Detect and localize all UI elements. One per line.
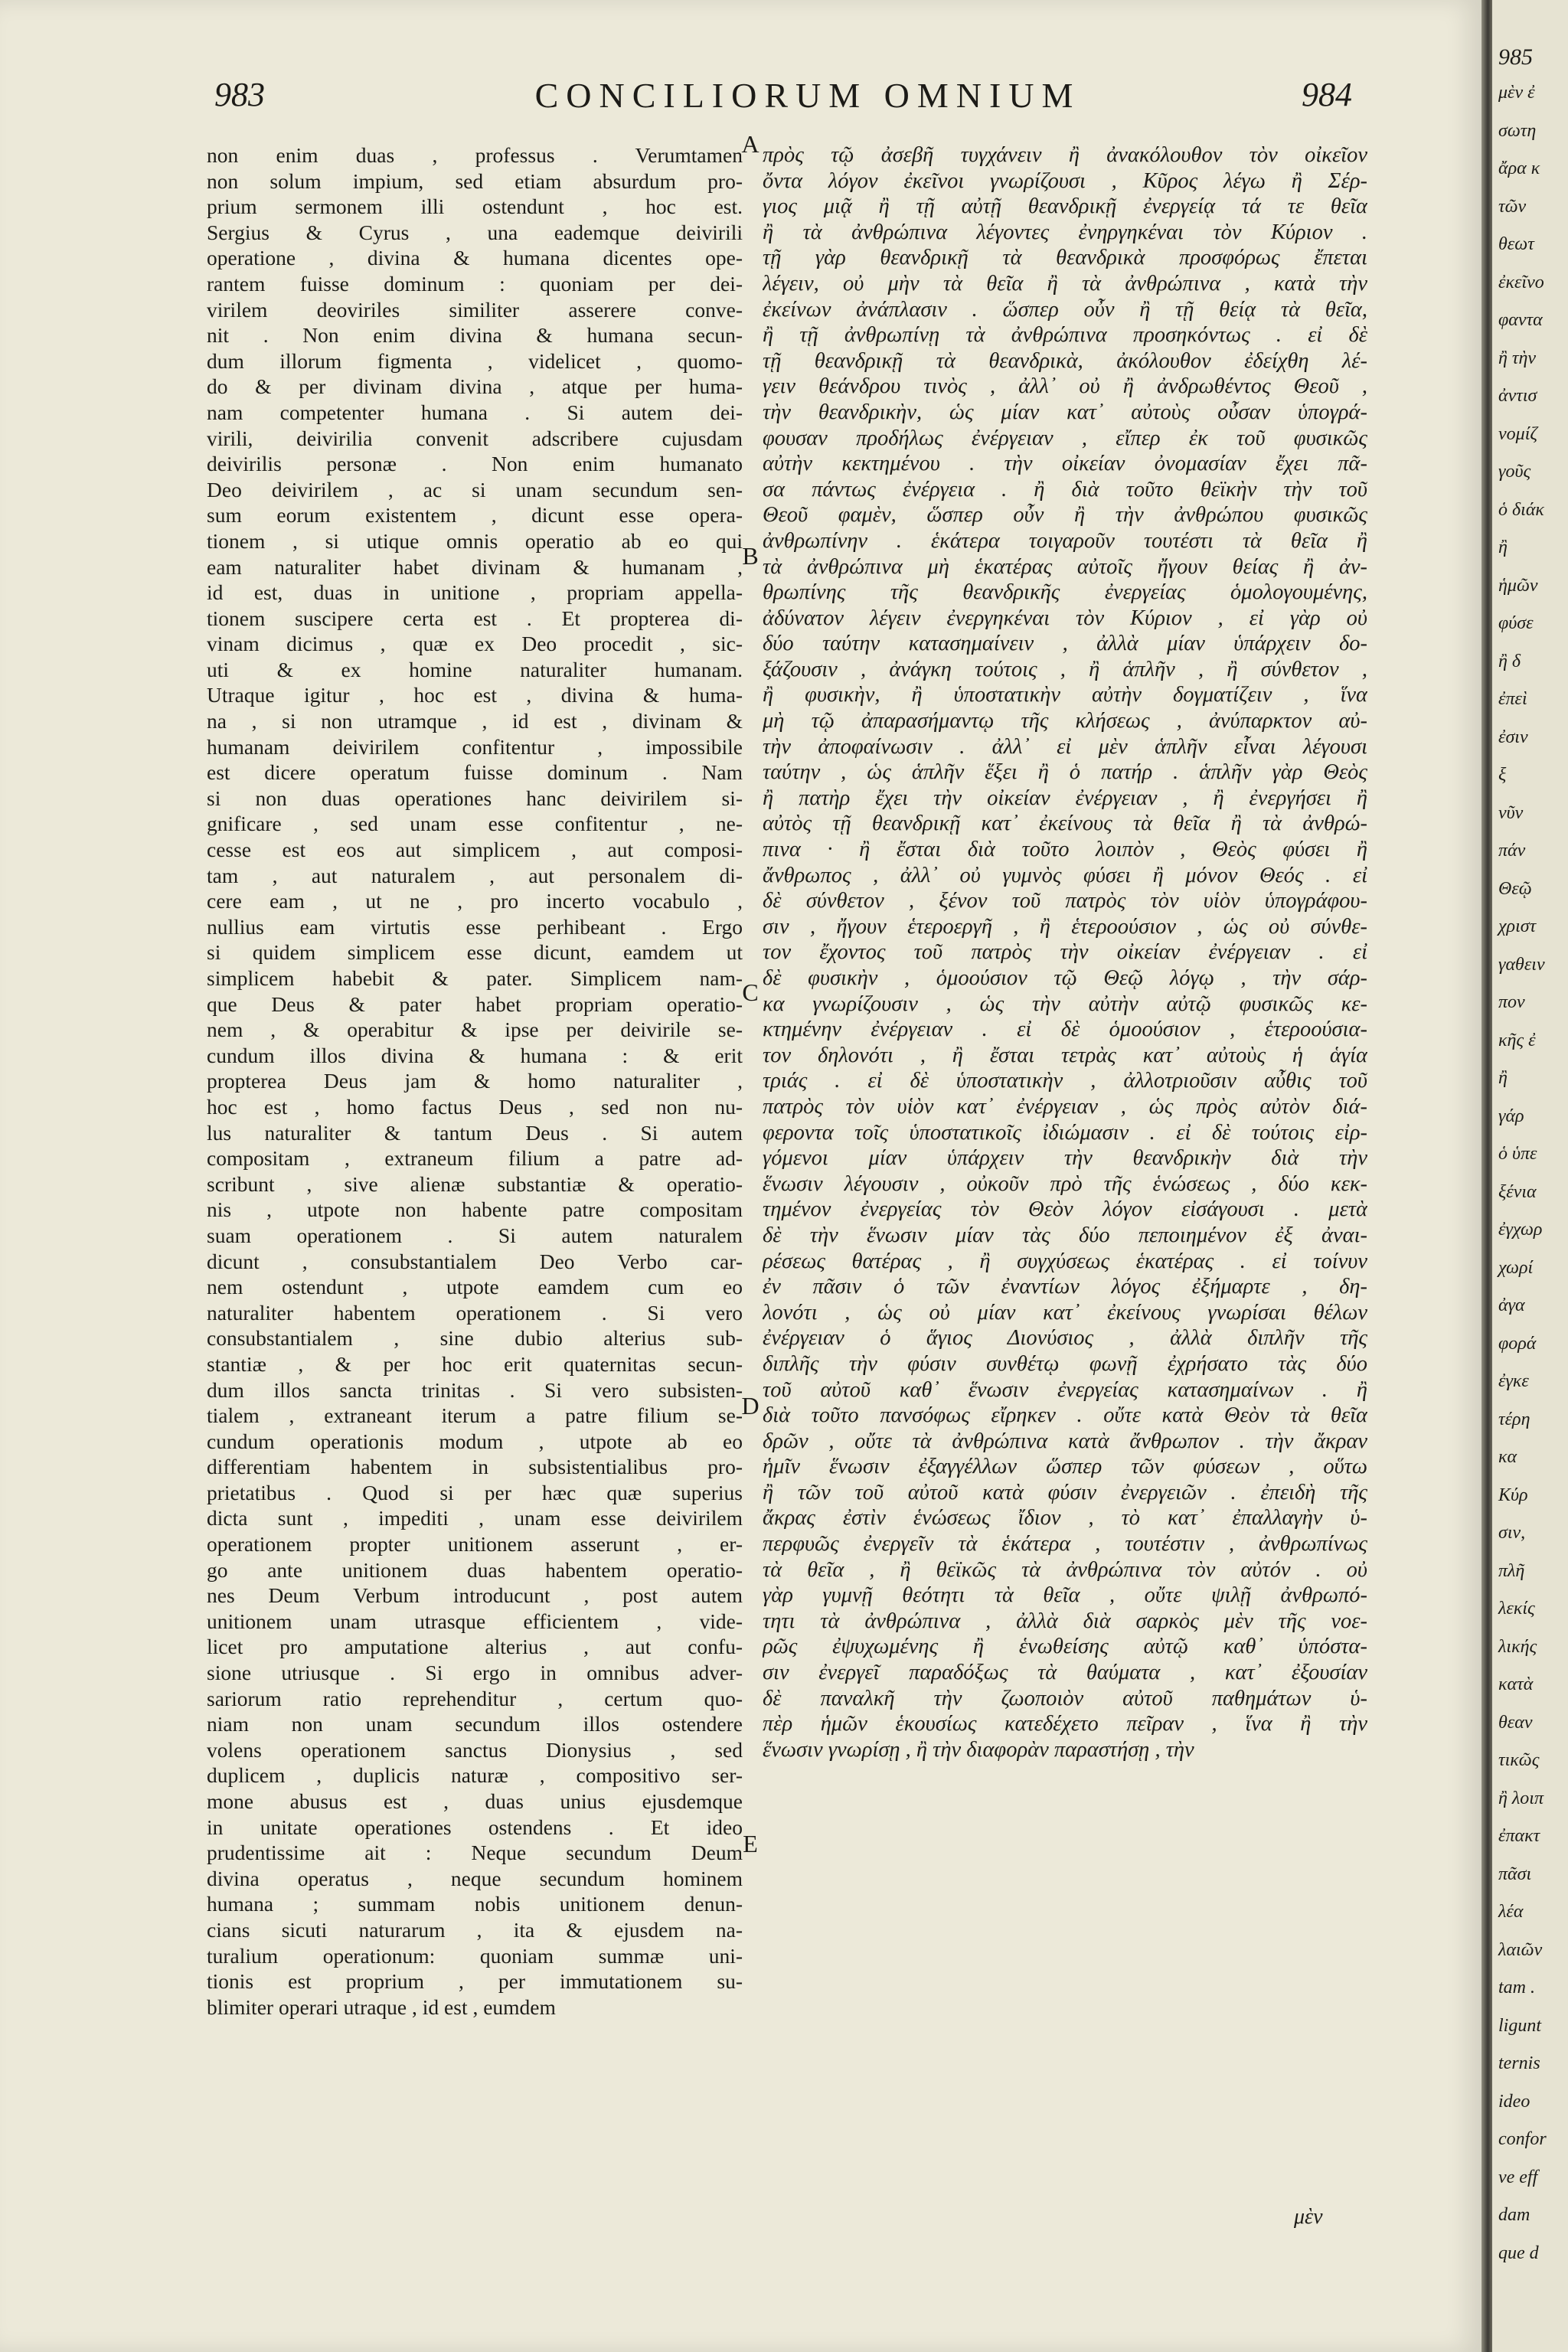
page-number-left: 983 <box>214 76 265 113</box>
latin-text-line: turalium operationum: quoniam summæ uni- <box>207 1943 743 1968</box>
latin-text-line: tionem suscipere certa est . Et propterea di- <box>207 606 743 630</box>
catchword: μὲν <box>1294 2205 1323 2229</box>
greek-text-line: τῇ γὰρ θεανδρικῇ τὰ θεανδρικὰ προσφόρως ἔπεται <box>763 246 1367 270</box>
latin-text-line: divina operatus , neque secundum hominem <box>207 1866 743 1890</box>
next-page-fragment: Κύρ <box>1498 1485 1528 1505</box>
greek-text-line: διπλῆς τὴν φύσιν συνθέτῳ φωνῇ ἐχρήσατο τὰς δύο <box>763 1351 1367 1376</box>
next-page-fragment: tam . <box>1498 1978 1535 1998</box>
latin-text-line: stantiæ , & per hoc erit quaternitas secun- <box>207 1351 743 1376</box>
next-page-fragment: φαντα <box>1498 310 1543 330</box>
latin-text-line: nam competenter humana . Si autem dei- <box>207 400 743 424</box>
latin-text-line: si quidem simplicem esse dicunt, eamdem ut <box>207 940 743 965</box>
next-page-fragment: κα <box>1498 1447 1517 1467</box>
greek-text-line: ἀδύνατον λέγειν ἐνεργηκέναι τὸν Κύριον , εἰ γὰρ οὐ <box>763 606 1367 630</box>
next-page-fragment: ξ <box>1498 765 1507 785</box>
next-page-fragment: νομίζ <box>1498 423 1538 444</box>
greek-text-line: λονότι , ὡς οὐ μίαν κατ᾽ ἐκείνους γνωρίσαι θέλων <box>763 1300 1367 1325</box>
latin-text-line: sione utriusque . Si ergo in omnibus adver- <box>207 1661 743 1685</box>
latin-text-line: simplicem habebit & pater. Simplicem nam- <box>207 966 743 990</box>
greek-text-line: τὴν ἀποφαίνωσιν . ἀλλ᾽ εἰ μὲν ἁπλῆν εἶναι λέγουσι <box>763 734 1367 759</box>
greek-text-line: αὐτὴν κεκτημένου . τὴν οἰκείαν ὀνομασίαν ἔχει πᾶ- <box>763 452 1367 476</box>
greek-text-line: ρῶς ἐψυχωμένης ἢ ἑνωθείσης αὐτῷ καθ᾽ ὑπόστα- <box>763 1635 1367 1659</box>
next-page-fragment: σωτη <box>1498 120 1537 141</box>
latin-text-line: prium sermonem illi ostendunt , hoc est. <box>207 194 743 219</box>
section-letter-a: A <box>741 130 760 158</box>
greek-text-line: ἐν πᾶσιν ὁ τῶν ἐναντίων λόγος ἐξήμαρτε , δη- <box>763 1275 1367 1299</box>
next-page-fragment: τικῶς <box>1498 1750 1540 1770</box>
greek-text-line: μὴ τῷ ἀπαρασήμαντῳ τῆς κλήσεως , ἀνύπαρκτον αὐ- <box>763 709 1367 733</box>
latin-text-line: niam non unam secundum illos ostendere <box>207 1712 743 1736</box>
next-page-fragment: que d <box>1498 2243 1539 2263</box>
next-page-fragment: φύσε <box>1498 613 1534 633</box>
greek-text-line: σα πάντως ἐνέργεια . ἢ διὰ τοῦτο θεϊκὴν τὴν τοῦ <box>763 477 1367 501</box>
next-page-fragment: ὁ ὑπε <box>1498 1144 1537 1164</box>
latin-text-line: deivirilis personæ . Non enim humanato <box>207 452 743 476</box>
latin-text-line: tionis est proprium , per immutationem su- <box>207 1969 743 1994</box>
next-page-fragment: ὁ διάκ <box>1498 499 1544 520</box>
greek-text-line: ξάζουσιν , ἀνάγκη τούτοις , ἢ ἁπλῆν , ἢ σύνθετον , <box>763 657 1367 681</box>
next-page-fragment: ideo <box>1498 2091 1530 2112</box>
greek-text-line: δύο ταύτην κατασημαίνειν , ἀλλὰ μίαν ὑπάρχειν δο- <box>763 632 1367 656</box>
greek-text-line: τον δηλονότι , ἢ ἔσται τετρὰς κατ᾽ αὐτοὺς ἡ ἁγία <box>763 1043 1367 1067</box>
latin-text-line: est dicere operatum fuisse dominum . Nam <box>207 760 743 785</box>
latin-text-line: blimiter operari utraque , id est , eumdem <box>207 1994 556 2019</box>
running-title: CONCILIORUM OMNIUM <box>534 76 1081 115</box>
greek-text-line: θρωπίνης τῆς θεανδρικῆς ἐνεργείας ὁμολογουμένης, <box>763 580 1367 605</box>
next-page-fragment: ἀγα <box>1498 1295 1525 1315</box>
section-letter-c: C <box>742 978 759 1006</box>
greek-text-line: ὄντα λόγον ἐκεῖνοι γνωρίζουσι , Κῦρος λέγω ἢ Σέρ- <box>763 168 1367 193</box>
greek-text-line: ἀνθρωπίνην . ἑκάτερα τοιγαροῦν τουτέστι τὰ θεῖα ἢ <box>763 528 1367 553</box>
greek-text-line: γὰρ γυμνῇ θεότητι τὰ θεῖα , οὔτε ψιλῇ ἀνθρωπό- <box>763 1583 1367 1608</box>
greek-text-line: τριάς . εἰ δὲ ὑποστατικὴν , ἀλλοτριοῦσιν αὖθις τοῦ <box>763 1069 1367 1093</box>
next-page-fragment: ἢ <box>1498 1068 1508 1088</box>
latin-text-line: naturaliter habentem operationem . Si vero <box>207 1300 743 1325</box>
latin-text-line: uti & ex homine naturaliter humanam. <box>207 657 743 681</box>
next-page-fragment: τέρη <box>1498 1409 1530 1429</box>
latin-text-line: sum eorum existentem , dicunt esse opera- <box>207 503 743 528</box>
latin-text-line: dicta sunt , impediti , unam esse deivirilem <box>207 1506 743 1530</box>
latin-text-line: nit . Non enim divina & humana secun- <box>207 323 743 348</box>
latin-text-line: si non duas operationes hanc deivirilem si- <box>207 786 743 810</box>
latin-text-line: dicunt , consubstantialem Deo Verbo car- <box>207 1249 743 1273</box>
latin-text-line: mone abusus est , duas unius ejusdemque <box>207 1789 743 1813</box>
latin-text-line: operationem propter unitionem asserunt , er- <box>207 1532 743 1557</box>
next-page-fragment: πᾶσι <box>1498 1864 1532 1884</box>
next-page-fragment: κῆς ἐ <box>1498 1030 1536 1050</box>
next-page-fragment: ἢ λοιπ <box>1498 1788 1544 1808</box>
next-page-fragment: θεωτ <box>1498 234 1534 254</box>
greek-text-line: ἐκείνων ἀνάπλασιν . ὥσπερ οὖν ἢ τῇ θείᾳ τὰ θεῖα, <box>763 297 1367 322</box>
next-page-fragment: λαιῶν <box>1498 1939 1543 1960</box>
latin-text-line: cians sicuti naturarum , ita & ejusdem na- <box>207 1917 743 1942</box>
greek-text-line: πινα · ἢ ἔσται διὰ τοῦτο λοιπὸν , Θεὸς φύσει ἢ <box>763 838 1367 862</box>
next-page-fragment: γάρ <box>1498 1106 1524 1126</box>
next-page-fragment: γαθειν <box>1498 954 1545 975</box>
next-page-fragment: ἢ <box>1498 537 1508 557</box>
greek-text-line: ρέσεως θατέρας , ἢ συγχύσεως ἑκατέρας . εἰ τοίνυν <box>763 1249 1367 1273</box>
section-letter-e: E <box>743 1830 758 1857</box>
greek-text-line: σιν , ἤγουν ἑτεροεργῆ , ἢ ἑτεροούσιον , ὡς οὐ σύνθε- <box>763 914 1367 939</box>
greek-text-line: γόμενοι μίαν ὑπάρχειν τὴν θεανδρικὴν διὰ τὴν <box>763 1146 1367 1171</box>
latin-text-line: dum illorum figmenta , videlicet , quomo- <box>207 348 743 373</box>
greek-text-line: δὲ σύνθετον , ξένον τοῦ πατρὸς τὸν υἱὸν ὑπογράφου- <box>763 889 1367 913</box>
greek-text-line: ἢ τὰ ἀνθρώπινα λέγοντες ἐνηργηκέναι τὸν Κύριον . <box>763 220 1367 244</box>
next-page-fragment: χριστ <box>1498 916 1537 936</box>
greek-text-line: γιος μιᾷ ἢ τῇ αὐτῇ θεανδρικῇ ἐνεργείᾳ τά τε θεῖα <box>763 194 1367 219</box>
latin-text-line: scribunt , sive alienæ substantiæ & operatio- <box>207 1171 743 1196</box>
latin-text-line: consubstantialem , sine dubio alterius sub- <box>207 1326 743 1351</box>
greek-text-line: κα γνωρίζουσιν , ὡς τὴν αὐτὴν αὐτῷ φυσικῶς κε- <box>763 991 1367 1016</box>
latin-text-line: id est, duas in unitione , propriam appella- <box>207 580 743 605</box>
greek-text-line: τὰ θεῖα , ἢ θεϊκῶς τὰ ἀνθρώπινα τὸν αὐτόν . οὐ <box>763 1557 1367 1582</box>
greek-text-line: σιν ἐνεργεῖ παραδόξως τὰ θαύματα , κατ᾽ ἐξουσίαν <box>763 1661 1367 1685</box>
greek-text-line: ἄκρας ἐστὶν ἑνώσεως ἴδιον , τὸ κατ᾽ ἐπαλλαγὴν ὑ- <box>763 1506 1367 1530</box>
greek-text-line: τὴν θεανδρικὴν, ὡς μίαν κατ᾽ αὐτοὺς οὖσαν ὑπογρά- <box>763 400 1367 424</box>
section-letter-b: B <box>742 542 759 570</box>
latin-text-line: que Deus & pater habet propriam operatio- <box>207 991 743 1016</box>
next-page-fragment: θεαν <box>1498 1712 1533 1733</box>
latin-text-line: cundum illos divina & humana : & erit <box>207 1043 743 1067</box>
next-page-fragment: λεκίς <box>1498 1599 1535 1619</box>
next-page-fragment: ἐγκε <box>1498 1371 1529 1391</box>
latin-text-line: sariorum ratio reprehenditur , certum quo- <box>207 1686 743 1710</box>
latin-text-line: cesse est eos aut simplicem , aut composi- <box>207 838 743 862</box>
latin-text-line: go ante unitionem duas habentem operatio- <box>207 1557 743 1582</box>
latin-text-line: prudentissime ait : Neque secundum Deum <box>207 1841 743 1865</box>
next-page-fragment: ἐπεὶ <box>1498 689 1527 709</box>
next-page-fragment: ἐπακτ <box>1498 1826 1540 1846</box>
latin-text-line: humanam deivirilem confitentur , impossibile <box>207 734 743 759</box>
greek-text-line: πρὸς τῷ ἀσεβῆ τυγχάνειν ἢ ἀνακόλουθον τὸν οἰκεῖον <box>763 143 1367 167</box>
latin-text-line: differentiam habentem in subsistentialibus pro- <box>207 1455 743 1479</box>
latin-text-line: dum illos sancta trinitas . Si vero subsisten- <box>207 1377 743 1402</box>
greek-text-line: δὲ παναλκῆ τὴν ζωοποιὸν αὐτοῦ παθημάτων ὑ- <box>763 1686 1367 1710</box>
latin-text-line: compositam , extraneum filium a patre ad- <box>207 1146 743 1171</box>
next-page-number: 985 <box>1498 44 1533 70</box>
greek-text-line: ἢ τῶν τοῦ αὐτοῦ κατὰ φύσιν ἐνεργειῶν . ἐπειδὴ τῆς <box>763 1480 1367 1504</box>
latin-text-line: nullius eam virtutis esse perhibeant . Ergo <box>207 914 743 939</box>
next-page-fragment: ἐκεῖνο <box>1498 272 1544 292</box>
latin-text-line: nes Deum Verbum introducunt , post autem <box>207 1583 743 1608</box>
page-number-right: 984 <box>1302 76 1352 113</box>
greek-text-line: διὰ τοῦτο πανσόφως εἴρηκεν . οὔτε κατὰ Θεὸν τὰ θεῖα <box>763 1403 1367 1428</box>
greek-text-line: τον ἔχοντος τοῦ πατρὸς τὴν οἰκείαν ἐνέργειαν . εἰ <box>763 940 1367 965</box>
next-page-fragment: σιν, <box>1498 1523 1526 1543</box>
next-page-fragment: χωρί <box>1498 1257 1534 1278</box>
greek-text-line: φεροντα τοῖς ὑποστατικοῖς ἰδιώμασιν . εἰ δὲ τούτοις εἰρ- <box>763 1120 1367 1145</box>
greek-text-line: τῇ θεανδρικῇ τὰ θεανδρικὰ, ἀκόλουθον ἐδείχθη λέ- <box>763 348 1367 373</box>
next-page-fragment: dam <box>1498 2205 1530 2225</box>
latin-text-line: propterea Deus jam & homo naturaliter , <box>207 1069 743 1093</box>
section-letter-d: D <box>741 1392 760 1419</box>
greek-text-line: πὲρ ἡμῶν ἑκουσίως κατεδέχετο πεῖραν , ἵνα ἢ τὴν <box>763 1712 1367 1736</box>
next-page-fragment: ἀντισ <box>1498 386 1537 406</box>
latin-text-line: Sergius & Cyrus , una eademque deivirili <box>207 220 743 244</box>
latin-text-line: gnificare , sed unam esse confitentur , ne- <box>207 812 743 836</box>
latin-text-line: cundum operationis modum , utpote ab eo <box>207 1429 743 1453</box>
latin-text-line: suam operationem . Si autem naturalem <box>207 1223 743 1247</box>
latin-text-line: eam naturaliter habet divinam & humanam , <box>207 554 743 579</box>
latin-text-line: cere eam , ut ne , pro incerto vocabulo , <box>207 889 743 913</box>
latin-text-line: na , si non utramque , id est , divinam & <box>207 709 743 733</box>
next-page-fragment: πλῆ <box>1498 1560 1525 1581</box>
next-page-fragment: κατὰ <box>1498 1674 1534 1694</box>
latin-text-line: nem ostendunt , utpote eamdem cum eo <box>207 1275 743 1299</box>
next-page-edge <box>1492 0 1568 2352</box>
latin-text-line: do & per divinam divina , atque per huma- <box>207 374 743 399</box>
greek-text-line: γειν θεάνδρου τινὸς , ἀλλ᾽ οὐ ἢ ἀνδρωθέντος Θεοῦ , <box>763 374 1367 399</box>
next-page-fragment: ἐγχωρ <box>1498 1220 1543 1240</box>
greek-text-line: τητι τὰ ἀνθρώπινα , ἀλλὰ διὰ σαρκὸς μὲν τῆς νοε- <box>763 1609 1367 1633</box>
next-page-fragment: πάν <box>1498 841 1526 861</box>
latin-text-line: unitionem unam utrasque efficientem , vide- <box>207 1609 743 1633</box>
greek-text-line: ἄνθρωπος , ἀλλ᾽ οὐ γυμνὸς φύσει ἢ μόνον Θεός . εἰ <box>763 863 1367 887</box>
next-page-fragment: ternis <box>1498 2053 1540 2073</box>
next-page-fragment: Θεῷ <box>1498 878 1532 899</box>
greek-text-line: Θεοῦ φαμὲν, ὥσπερ οὖν ἢ τὴν ἀνθρώπου φυσικῶς <box>763 503 1367 528</box>
greek-text-line: δὲ φυσικὴν , ὁμοούσιον τῷ Θεῷ λόγῳ , τὴν σάρ- <box>763 966 1367 990</box>
next-page-fragment: πον <box>1498 992 1525 1012</box>
greek-text-line: τημένον ἐνεργείας τὸν Θεὸν λόγον εἰσάγουσι . μετὰ <box>763 1197 1367 1222</box>
greek-text-line: φουσαν προδήλως ἐνέργειαν , εἴπερ ἐκ τοῦ φυσικῶς <box>763 426 1367 450</box>
greek-text-line: τοῦ αὐτοῦ καθ᾽ ἕνωσιν ἐνεργείας κατασημαίνων . ἢ <box>763 1377 1367 1402</box>
greek-text-line: ἢ τῇ ἀνθρωπίνῃ τὰ ἀνθρώπινα προσηκόντως . εἰ δὲ <box>763 323 1367 348</box>
latin-text-line: non enim duas , professus . Verumtamen <box>207 143 743 167</box>
next-page-fragment: ligunt <box>1498 2015 1542 2036</box>
latin-text-line: operatione , divina & humana dicentes ope- <box>207 246 743 270</box>
latin-text-line: virilem deoviriles similiter asserere conve- <box>207 297 743 322</box>
next-page-fragment: νῦν <box>1498 802 1524 823</box>
next-page-fragment: μὲν ἐ <box>1498 83 1535 103</box>
next-page-fragment: ἢ δ <box>1498 651 1521 671</box>
greek-text-line: ἐνέργειαν ὁ ἅγιος Διονύσιος , ἀλλὰ διπλῆν τῆς <box>763 1326 1367 1351</box>
latin-text-line: Deo deivirilem , ac si unam secundum sen- <box>207 477 743 501</box>
latin-column <box>207 142 743 2020</box>
greek-text-line: περφυῶς ἐνεργεῖν τὰ ἑκάτερα , τουτέστιν , ἀνθρωπίνως <box>763 1532 1367 1557</box>
greek-text-line: ἡμῖν ἕνωσιν ἐξαγγέλλων ὥσπερ τῶν φύσεων , οὕτω <box>763 1455 1367 1479</box>
latin-text-line: volens operationem sanctus Dionysius , sed <box>207 1737 743 1762</box>
latin-text-line: duplicem , duplicis naturæ , compositivo ser- <box>207 1763 743 1788</box>
latin-text-line: humana ; summam nobis unitionem denun- <box>207 1892 743 1916</box>
latin-text-line: nis , utpote non habente patre compositam <box>207 1197 743 1222</box>
next-page-fragment: ve eff <box>1498 2167 1538 2187</box>
greek-text-line: δὲ τὴν ἕνωσιν μίαν τὰς δύο πεποιημένον ἐξ ἀναι- <box>763 1223 1367 1247</box>
next-page-fragment: ἡμῶν <box>1498 575 1538 596</box>
greek-text-line: πατρὸς τὸν υἱὸν κατ᾽ ἐνέργειαν , ὡς πρὸς αὐτὸν διά- <box>763 1094 1367 1119</box>
greek-text-line: ἕνωσιν γνωρίσῃ , ἢ τὴν διαφορὰν παραστήσῃ , τὴν <box>763 1737 1194 1762</box>
next-page-fragment: confor <box>1498 2129 1547 2149</box>
next-page-fragment: λέα <box>1498 1902 1524 1922</box>
greek-text-line: ταύτην , ὡς ἁπλῆν ἕξει ἢ ὁ πατήρ . ἁπλῆν γὰρ Θεὸς <box>763 760 1367 785</box>
greek-text-line: τὰ ἀνθρώπινα μὴ ἑκατέρας αὐτοῖς ἤγουν θείας ἢ ἀν- <box>763 554 1367 579</box>
latin-text-line: tam , aut naturalem , aut personalem di- <box>207 863 743 887</box>
next-page-fragment: ἢ τὴν <box>1498 348 1537 368</box>
latin-text-line: vinam dicimus , quæ ex Deo procedit , sic- <box>207 632 743 656</box>
next-page-fragment: ἄρα κ <box>1498 158 1540 178</box>
latin-text-line: nem , & operabitur & ipse per deivirile se- <box>207 1018 743 1042</box>
greek-text-line: αὐτὸς τῇ θεανδρικῇ κατ᾽ ἐκείνους τὰ θεῖα ἢ τὰ ἀνθρώ- <box>763 812 1367 836</box>
next-page-fragment: λικής <box>1498 1636 1537 1657</box>
latin-text-line: non solum impium, sed etiam absurdum pro- <box>207 168 743 193</box>
latin-text-line: licet pro amputatione alterius , aut confu- <box>207 1635 743 1659</box>
next-page-fragment: γοῦς <box>1498 462 1531 482</box>
next-page-fragment: ξένια <box>1498 1181 1537 1202</box>
greek-text-line: ἢ φυσικὴν, ἢ ὑποστατικὴν αὐτὴν δογματίζειν , ἵνα <box>763 683 1367 707</box>
latin-text-line: tialem , extraneant iterum a patre filium se- <box>207 1403 743 1428</box>
next-page-fragment: ἐσιν <box>1498 727 1528 747</box>
latin-text-line: tionem , si utique omnis operatio ab eo qui <box>207 528 743 553</box>
book-gutter <box>1481 0 1492 2352</box>
latin-text-line: rantem fuisse dominum : quoniam per dei- <box>207 271 743 296</box>
latin-text-line: Utraque igitur , hoc est , divina & huma- <box>207 683 743 707</box>
greek-text-line: λέγειν, οὐ μὴν τὰ θεῖα ἢ τὰ ἀνθρώπινα , κατὰ τὴν <box>763 271 1367 296</box>
greek-text-line: δρῶν , οὔτε τὰ ἀνθρώπινα κατὰ ἄνθρωπον . τὴν ἄκραν <box>763 1429 1367 1453</box>
latin-text-line: hoc est , homo factus Deus , sed non nu- <box>207 1094 743 1119</box>
greek-column <box>763 142 1367 1762</box>
greek-text-line: ἢ πατὴρ ἔχει τὴν οἰκείαν ἐνέργειαν , ἢ ἐνεργήσει ἢ <box>763 786 1367 810</box>
greek-text-line: κτημένην ἐνέργειαν . εἰ δὲ ὁμοούσιον , ἑτεροούσια- <box>763 1018 1367 1042</box>
greek-text-line: ἕνωσιν λέγουσιν , οὐκοῦν πρὸ τῆς ἑνώσεως , δύο κεκ- <box>763 1171 1367 1196</box>
next-page-fragment: φορά <box>1498 1333 1537 1354</box>
latin-text-line: lus naturaliter & tantum Deus . Si autem <box>207 1120 743 1145</box>
latin-text-line: virili, deivirilia convenit adscribere cujusdam <box>207 426 743 450</box>
latin-text-line: in unitate operationes ostendens . Et ideo <box>207 1815 743 1839</box>
next-page-fragment: τῶν <box>1498 196 1527 217</box>
latin-text-line: prietatibus . Quod si per hæc quæ superius <box>207 1480 743 1504</box>
